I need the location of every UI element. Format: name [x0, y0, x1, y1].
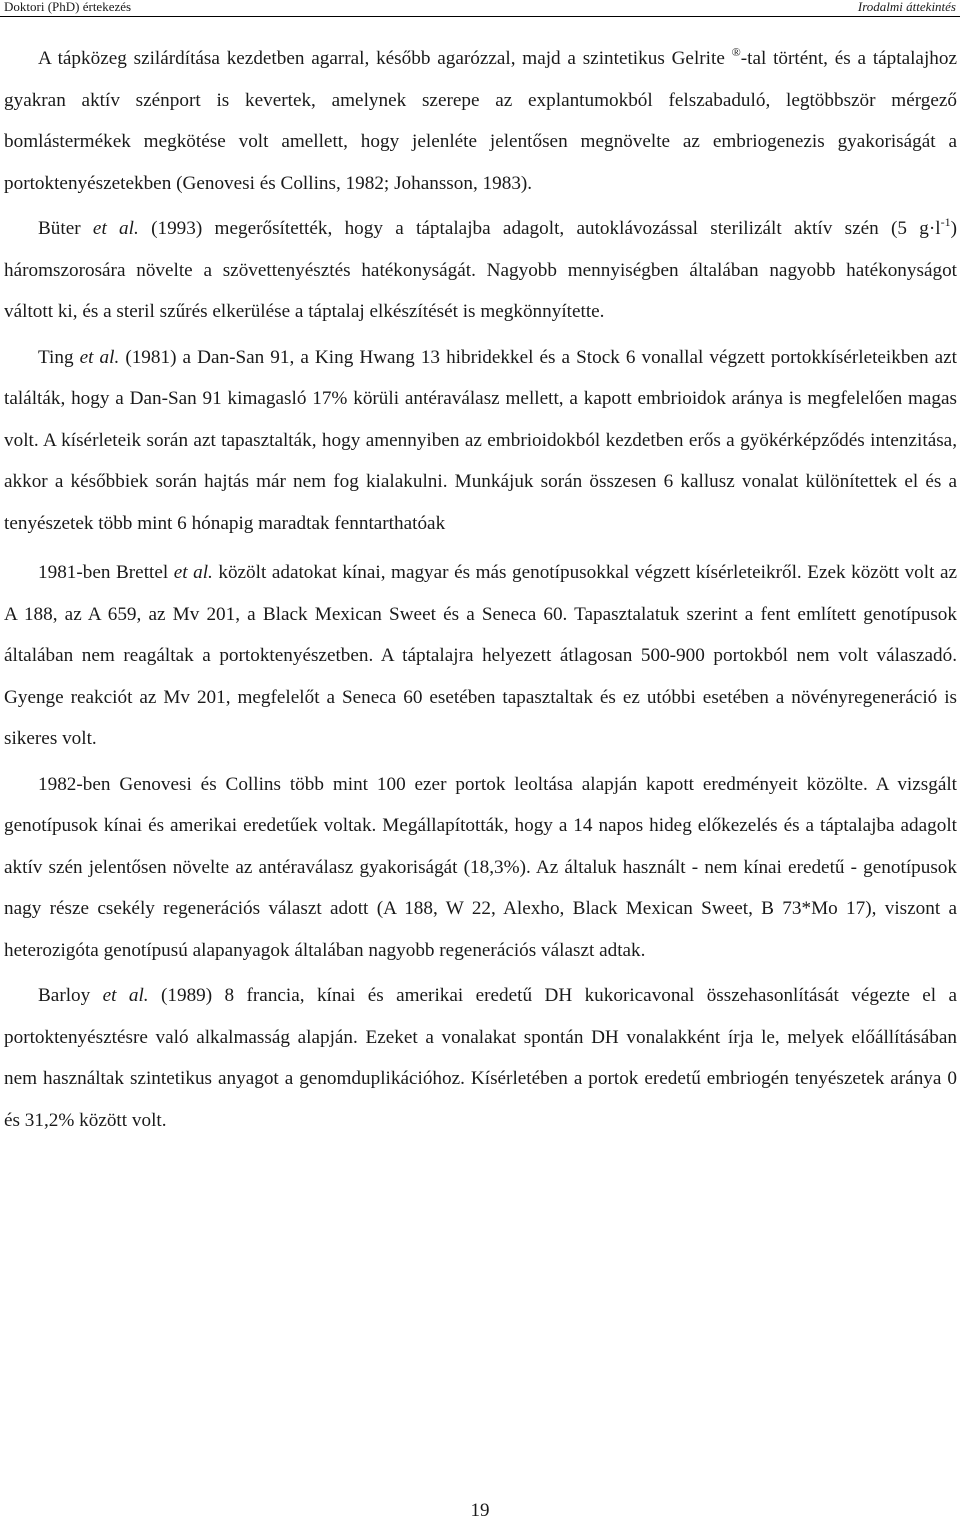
et-al-italic: et al. [102, 985, 149, 1006]
header-rule [0, 16, 960, 17]
paragraph-6-text-b: (1989) 8 francia, kínai és amerikai eredetű DH kukoricavonal összehasonlítását végezte el a portoktenyésztésre való alkalmasság alapján. Ezeket a vonalakat spontán DH vonalakként írja le, melyek előállításában nem használtak szintetikus anyagot a genomduplikációhoz. Kísérletében a portok eredetű embriogén tenyészetek aránya 0 és 31,2% között volt. [4, 985, 957, 1131]
paragraph-5 [4, 764, 957, 972]
unit-exponent: -1 [940, 214, 951, 229]
paragraph-3 [4, 337, 957, 545]
paragraph-4 [4, 552, 957, 760]
header-left-title: Doktori (PhD) értekezés [4, 0, 132, 14]
paragraph-4-text-b: közölt adatokat kínai, magyar és más genotípusokkal végzett kísérleteikről. Ezek között volt az A 188, az A 659, az Mv 201, a Black Mexican Sweet és a Seneca 60. Tapasztalatuk szerint a fent említett genotípusok általában nem reagáltak a portoktenyészetben. A táptalajra helyezett átlagosan 500-900 portokból nem volt válaszadó. Gyenge reakciót az Mv 201, megfelelőt a Seneca 60 esetében tapasztaltak és ez utóbbi esetében a növényregeneráció is sikeres volt. [4, 562, 957, 749]
paragraph-1-text-b: -tal történt, és a táptalajhoz gyakran aktív szénport is kevertek, amelynek szerepe az explantumokból felszabaduló, legtöbbször mérgező bomlástermékek megkötése volt amellett, hogy jelenléte jelentősen megnövelte az embriogenezis gyakoriságát a portoktenyészetekben (Genovesi és Collins, 1982; Johansson, 1983). [4, 48, 957, 194]
paragraph-2-unit: l [935, 218, 941, 239]
et-al-italic: et al. [173, 562, 213, 583]
paragraph-3-text-a: Ting [38, 346, 80, 368]
document-body [4, 38, 957, 1141]
paragraph-5-text: 1982-ben Genovesi és Collins több mint 100 ezer portok leoltása alapján kapott eredményeit közölte. A vizsgált genotípusok kínai és amerikai eredetűek voltak. Megállapították, hogy a 14 napos hideg előkezelés és a táptalajba adagolt aktív szén jelentősen növelte az antéraválasz gyakoriságát (18,3%). Az általuk használt - nem kínai eredetű - genotípusok nagy része csekély regenerációs választ adott (A 188, W 22, Alexho, Black Mexican Sweet, B 73*Mo 17), viszont a heterozigóta genotípusú alapanyagok általában nagyobb regenerációs választ adtak. [4, 773, 957, 961]
paragraph-2-text-a: Büter [38, 218, 93, 239]
paragraph-2-text-b: (1993) megerősítették, hogy a táptalajba adagolt, autoklávozással sterilizált aktív szén (5 g [138, 218, 929, 239]
paragraph-6 [4, 975, 957, 1141]
paragraph-2 [4, 208, 957, 333]
paragraph-1 [4, 38, 957, 204]
et-al-italic: et al. [92, 218, 139, 239]
header-right-title: Irodalmi áttekintés [857, 0, 956, 14]
multiplication-dot: · [928, 218, 936, 239]
page-header [0, 0, 960, 16]
paragraph-3-text-b: (1981) a Dan-San 91, a King Hwang 13 hibridekkel és a Stock 6 vonallal végzett portokkísérleteikben azt találták, hogy a Dan-San 91 kimagasló 17% körüli antéraválasz mellett, a kapott embrioidok aránya is megfelelően magas volt. A kísérleteik során azt tapasztalták, hogy amennyiben az embrioidokból kezdetben erős a gyökérképződés intenzitása, akkor a későbbiek során hajtás már nem fog kialakulni. Munkájuk során összesen 6 kallusz vonalat különítettek el és a tenyészetek több mint 6 hónapig maradtak fenntarthatóak [4, 346, 957, 534]
paragraph-2-text-d: ) háromszorosára növelte a szövettenyésztés hatékonyságát. Nagyobb mennyiségben általában nagyobb hatékonyságot váltott ki, és a steril szűrés elkerülése a táptalaj elkészítését is megkönnyítette. [4, 218, 957, 322]
paragraph-1-text-a: A tápközeg szilárdítása kezdetben agarral, később agarózzal, majd a szintetikus Gelrite [38, 48, 725, 69]
paragraph-6-text-a: Barloy [38, 985, 103, 1006]
paragraph-4-text-a: 1981-ben Brettel [38, 562, 174, 583]
registered-mark: ® [731, 44, 741, 59]
et-al-italic: et al. [79, 346, 120, 368]
page-number: 19 [470, 1500, 490, 1521]
